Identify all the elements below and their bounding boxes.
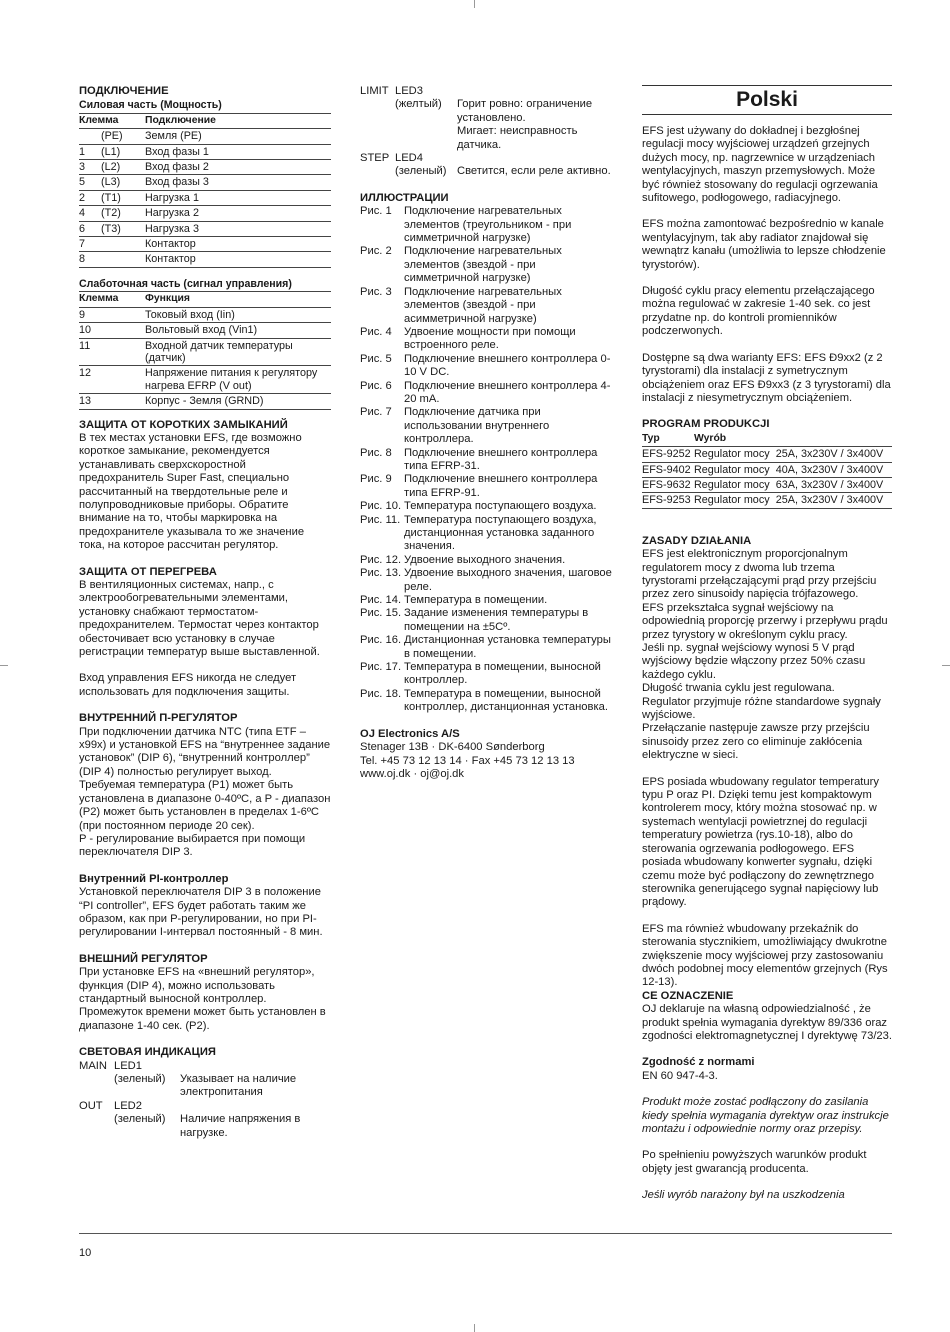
terminal-code	[101, 237, 145, 252]
led-color: (зеленый)	[114, 1073, 166, 1085]
led-description: Светится, если реле активно.	[457, 165, 611, 178]
footer-rule	[79, 1233, 892, 1234]
figure-number: Рис. 6	[360, 379, 392, 392]
list-item	[360, 500, 612, 513]
terminal-code: (L1)	[101, 145, 121, 158]
terminal-connection: Земля (PE)	[145, 130, 202, 143]
led-description: Мигает: неисправность датчика.	[457, 125, 578, 151]
list-item	[360, 353, 612, 380]
terminal-connection: Нагрузка 3	[145, 222, 199, 235]
list-item	[360, 380, 612, 407]
paragraph: Przełączanie następuje zawsze przy przejściu sinusoidy przez zero co eliminuje zakłócenia elektryczne w sieci.	[642, 722, 870, 762]
figure-number: Рис. 4	[360, 325, 392, 338]
company-web: www.oj.dk · oj@oj.dk	[360, 767, 464, 780]
terminal-number: 2	[79, 191, 86, 204]
paragraph: В вентиляционных системах, напр., с электрообогревательными элементами, установку снабжают термостатом-предохранителем. Термостат через контактор обесточивает всю установку в случае регистрации температур выше выставленной.	[79, 579, 320, 659]
terminal-code: (PE)	[101, 130, 123, 143]
control-terminal-table	[79, 291, 331, 409]
paragraph: При установке EFS на «внешний регулятор», функция (DIP 4), можно использовать стандартный выносной контроллер. Промежуток времени может быть установлен в диапазоне 1-40 сек. (P2).	[79, 966, 326, 1032]
section-title: Внутренний PI-контроллер	[79, 872, 229, 885]
paragraph: EFS przekształca sygnał wejściowy na odpowiednią proporcję przerwy i przepływu prądu przez tyrystory w określonym cyklu pracy.	[642, 601, 888, 641]
led-id: LED2	[114, 1099, 142, 1112]
section-title: PROGRAM PRODUKCJI	[642, 418, 770, 431]
figure-number: Рис. 16.	[360, 634, 402, 647]
figure-number: Рис. 2	[360, 245, 392, 258]
terminal-number: 12	[79, 367, 92, 380]
list-item	[360, 245, 612, 285]
led-color: (желтый)	[395, 98, 442, 111]
product-name: Regulator mocy	[694, 463, 770, 476]
power-terminal-table	[79, 113, 331, 268]
terminal-connection: Вход фазы 1	[145, 145, 209, 158]
led-list	[360, 85, 612, 179]
list-item	[360, 326, 612, 353]
table-row	[79, 366, 331, 394]
terminal-code: (L3)	[101, 176, 121, 189]
figure-caption: Удвоение мощности при помощи встроенного реле.	[404, 325, 576, 352]
product-type: EFS-9252	[642, 448, 691, 461]
led-description: Указывает на наличие электропитания	[180, 1073, 297, 1099]
figure-caption: Подключение внешнего контроллера 4-20 mA.	[404, 379, 611, 405]
led-id: LED1	[114, 1059, 142, 1072]
paragraph: Dostępne są dwa warianty EFS: EFS Ð9xx2 (z 2 tyrystorami) dla instalacji z symetrycznym obciążeniem oraz EFS Ð9xx3 (z 3 tyrystorami) dla instalacji z niesymetrycznym obciążeniem.	[642, 351, 891, 404]
led-id: LED3	[395, 85, 423, 97]
product-spec: 25A, 3x230V / 3x400V	[775, 494, 884, 507]
paragraph: EPS posiada wbudowany regulator temperatury typu P oraz PI. Dzięki temu jest kompaktowym kontrolerem mocy, który można stosować np. w systemach wentylacji powietrznej do regulacji temperatury powietrza (rys.10-18), albo do sterowania ogrzewania podłogowego. EFS posiada wbudowany konwerter sygnału, dzięki czemu może być podłączony do zewnętrznego sterownika generującego sygnał napięciowy lub prądowy.	[642, 775, 879, 909]
table-row	[79, 221, 331, 236]
product-table	[642, 432, 892, 509]
paragraph: Długość trwania cyklu jest regulowana.	[642, 682, 835, 695]
led-id: LED4	[395, 152, 423, 165]
crop-mark	[474, 0, 475, 8]
table-row	[79, 129, 331, 144]
table-row	[79, 237, 331, 252]
terminal-number: 9	[79, 308, 86, 321]
section-title: ВНЕШНИЙ РЕГУЛЯТОР	[79, 952, 208, 965]
list-item	[360, 286, 612, 326]
paragraph: Jeśli np. sygnał wejściowy wynosi 5 V prąd wyjściowy będzie włączony przez 50% czasu każdego cyklu.	[642, 642, 866, 681]
led-color: (зеленый)	[395, 165, 447, 178]
figure-number: Рис. 10.	[360, 500, 402, 513]
table-header: Подключение	[145, 114, 216, 126]
figure-number: Рис. 14.	[360, 594, 402, 607]
terminal-number: 8	[79, 253, 86, 266]
terminal-number: 1	[79, 145, 86, 158]
led-color: (зеленый)	[114, 1113, 166, 1126]
figure-number: Рис. 7	[360, 406, 392, 419]
figure-number: Рис. 5	[360, 352, 392, 365]
figure-caption: Температура в помещении, выносной контроллер, дистанционная установка.	[404, 687, 608, 714]
table-row	[79, 307, 331, 322]
paragraph: P - регулирование выбирается при помощи переключателя DIP 3.	[79, 832, 306, 859]
terminal-code: (L2)	[101, 161, 121, 174]
table-row	[642, 477, 892, 492]
list-item	[360, 473, 612, 500]
terminal-connection: Нагрузка 2	[145, 207, 199, 220]
paragraph: Długość cyklu pracy elementu przełączającego można regulować w zakresie 1-40 sek. co jest przydatne np. do kontroli promienników podczerwonych.	[642, 285, 875, 338]
section-title: ЗАЩИТА ОТ КОРОТКИХ ЗАМЫКАНИЙ	[79, 418, 288, 431]
figure-caption: Температура в помещении, выносной контроллер.	[404, 661, 601, 687]
list-item	[360, 567, 612, 594]
terminal-number: 7	[79, 238, 86, 251]
table-header: Клемма	[79, 114, 119, 126]
section-title: Zgodność z normami	[642, 1056, 755, 1069]
table-row	[642, 462, 892, 477]
table-row	[642, 447, 892, 462]
terminal-number: 13	[79, 395, 92, 408]
figure-caption: Подключение внешнего контроллера 0-10 V DC.	[404, 352, 611, 379]
list-item	[360, 661, 612, 688]
figure-number: Рис. 18.	[360, 687, 402, 700]
product-type: EFS-9632	[642, 478, 691, 491]
paragraph: Установкой переключателя DIP 3 в положение “PI controller”, EFS будет работать таким же образом, как при P-регулировании, но при PI-регулировании I-интервал постоянный - 8 мин.	[79, 886, 323, 939]
led-name: LIMIT	[360, 85, 389, 97]
table-row	[79, 190, 331, 205]
figure-caption: Температура поступающего воздуха.	[404, 500, 597, 513]
product-name: Regulator mocy	[694, 478, 770, 491]
list-item	[360, 554, 612, 567]
paragraph: EFS można zamontować bezpośrednio w kanale wentylacyjnym, tak aby radiator znajdował się wewnątrz kanału (umożliwia to lepsze chłodzenie tyrystorów).	[642, 218, 886, 271]
terminal-function: Входной датчик температуры (датчик)	[145, 339, 293, 364]
subsection-title: Слаботочная часть (сигнал управления)	[79, 277, 292, 290]
column-russian-1	[79, 85, 331, 1140]
figure-caption: Подключение нагревательных элементов (звездой - при асимметричной нагрузке)	[404, 285, 562, 325]
figure-caption: Подключение внешнего контроллера типа EFRP-91.	[404, 473, 598, 499]
figure-caption: Температура в помещении.	[404, 594, 548, 607]
list-item	[360, 205, 612, 245]
figure-caption: Подключение нагревательных элементов (треугольником - при симметричной нагрузке)	[404, 205, 572, 245]
list-item	[360, 406, 612, 446]
terminal-connection: Нагрузка 1	[145, 191, 199, 204]
paragraph: Po spełnieniu powyższych warunków produkt objęty jest gwarancją producenta.	[642, 1149, 867, 1175]
section-title: СВЕТОВАЯ ИНДИКАЦИЯ	[79, 1046, 216, 1059]
figure-number: Рис. 3	[360, 285, 392, 298]
paragraph: Jeśli wyrób narażony był na uszkodzenia	[642, 1189, 845, 1202]
section-title: CE OZNACZENIE	[642, 989, 734, 1002]
figure-caption: Температура поступающего воздуха, дистанционная установка заданного значения.	[404, 513, 597, 553]
figure-number: Рис. 17.	[360, 661, 402, 674]
column-russian-2	[360, 85, 612, 781]
paragraph: В тех местах установки EFS, где возможно короткое замыкание, рекомендуется устанавливать сверхскоростной предохранитель Super Fast, специально рассчитанный на твердотельные реле и полупроводниковые приборы. Обратите внимание на то, чтобы маркировка на предохранителе указывала то же значение тока, на которое рассчитан регулятор.	[79, 431, 305, 552]
list-item	[360, 594, 612, 607]
table-header: Typ	[642, 432, 660, 444]
terminal-number: 5	[79, 176, 86, 189]
figure-list	[360, 205, 612, 714]
terminal-code: (T3)	[101, 222, 121, 235]
terminal-connection: Вход фазы 2	[145, 161, 209, 174]
terminal-number: 4	[79, 207, 86, 220]
figure-caption: Подключение нагревательных элементов (звездой - при симметричной нагрузке)	[404, 245, 562, 285]
section-title: ZASADY DZIAŁANIA	[642, 534, 752, 547]
terminal-connection: Контактор	[145, 238, 196, 251]
company-name: OJ Electronics A/S	[360, 727, 460, 740]
figure-caption: Удвоение выходного значения.	[404, 553, 566, 566]
product-type: EFS-9253	[642, 494, 691, 507]
paragraph: EN 60 947-4-3.	[642, 1069, 718, 1082]
figure-number: Рис. 13.	[360, 567, 402, 580]
section-title: ПОДКЛЮЧЕНИЕ	[79, 85, 169, 97]
table-row	[79, 160, 331, 175]
table-header: Wyrób	[694, 432, 727, 444]
led-name: OUT	[79, 1099, 103, 1112]
led-description: Наличие напряжения в нагрузке.	[180, 1113, 301, 1139]
led-name: MAIN	[79, 1059, 107, 1072]
table-header: Клемма	[79, 293, 119, 305]
list-item	[360, 607, 612, 634]
terminal-number: 3	[79, 161, 86, 174]
section-title: ИЛЛЮСТРАЦИИ	[360, 191, 449, 204]
company-phone: Tel. +45 73 12 13 14 · Fax +45 73 12 13 13	[360, 754, 575, 767]
column-polish	[642, 85, 892, 1203]
product-type: EFS-9402	[642, 463, 691, 476]
figure-caption: Подключение датчика при использовании внутреннего контроллера.	[404, 406, 550, 446]
table-row	[79, 252, 331, 267]
terminal-code	[101, 252, 145, 267]
led-list	[79, 1060, 331, 1140]
terminal-connection: Контактор	[145, 253, 196, 266]
figure-caption: Дистанционная установка температуры в помещении.	[404, 634, 611, 660]
section-title: ВНУТРЕННИЙ П-РЕГУЛЯТОР	[79, 712, 238, 725]
paragraph: EFS jest elektronicznym proporcjonalnym regulatorem mocy z dwoma lub trzema tyrystorami przełączającymi prąd przy przejściu przez zero sinusoidy napięcia trójfazowego.	[642, 548, 877, 601]
page-number: 10	[79, 1247, 92, 1259]
terminal-function: Вольтовый вход (Vin1)	[145, 324, 258, 337]
table-row	[642, 493, 892, 508]
list-item	[360, 447, 612, 474]
led-name: STEP	[360, 152, 390, 165]
subsection-title: Силовая часть (Мощность)	[79, 99, 222, 112]
figure-number: Рис. 12.	[360, 553, 402, 566]
table-header: Функция	[145, 293, 190, 305]
table-row	[79, 175, 331, 190]
terminal-function: Корпус - Земля (GRND)	[145, 395, 264, 408]
language-title: Polski	[642, 85, 892, 115]
section-title: ЗАЩИТА ОТ ПЕРЕГРЕВА	[79, 565, 217, 578]
list-item	[360, 514, 612, 554]
table-row	[79, 206, 331, 221]
terminal-number: 11	[79, 339, 91, 352]
paragraph: OJ deklaruje na własną odpowiedzialność , że produkt spełnia wymagania dyrektyw 89/336 oraz zgodności elektromagnetycznej I dyrektywę 73/23.	[642, 1003, 892, 1042]
figure-number: Рис. 11.	[360, 513, 401, 526]
table-row	[79, 323, 331, 338]
figure-caption: Подключение внешнего контроллера типа EFRP-31.	[404, 446, 598, 472]
terminal-number	[79, 129, 101, 144]
paragraph: EFS ma również wbudowany przekaźnik do sterowania stycznikiem, umożliwiający dwukrotne zwiększenie mocy wyjściowej przy zastosowaniu dwóch podobnej mocy elementów grzejnych (Rys 12-13).	[642, 922, 888, 989]
product-name: Regulator mocy	[694, 448, 770, 461]
list-item	[360, 688, 612, 715]
figure-number: Рис. 15.	[360, 607, 402, 620]
figure-number: Рис. 8	[360, 446, 392, 459]
led-description: Горит ровно: ограничение установлено.	[457, 98, 593, 124]
terminal-function: Токовый вход (Iin)	[145, 308, 235, 321]
crop-mark	[474, 1324, 475, 1332]
figure-caption: Удвоение выходного значения, шаговое реле.	[404, 567, 612, 593]
crop-mark	[0, 665, 8, 666]
table-row	[79, 338, 331, 366]
table-row	[79, 394, 331, 409]
terminal-number: 6	[79, 222, 86, 235]
paragraph: Вход управления EFS никогда не следует использовать для подключения защиты.	[79, 672, 297, 698]
paragraph: При подключении датчика NTC (типа ETF – x99x) и установкой EFS на “внутреннее задание установок” (DIP 6), “внутренний контроллер” (DIP 4) полностью регулирует выход. Требуемая температура (P1) может быть установлена в диапазоне 0-40ºC, а P - диапазон (P2) может быть установлен в пределах 1-6ºC (при постоянном периоде 20 сек).	[79, 725, 331, 832]
paragraph: EFS jest używany do dokładnej i bezgłośnej regulacji mocy wyjściowej urządzeń grzejnych dużych mocy, np. nagrzewnice w urządzeniach wentylacyjnych, maszyn przemysłowych. Może być również stosowany do regulacji ogrzewania sufitowego, podłogowego, radiacyjnego.	[642, 125, 878, 205]
paragraph: Produkt może zostać podłączony do zasilania kiedy spełnia wymagania dyrektyw oraz instrukcje montażu i odpowiednie normy oraz przepisy.	[642, 1096, 889, 1135]
list-item	[360, 634, 612, 661]
company-address: Stenager 13B · DK-6400 Sønderborg	[360, 741, 545, 754]
product-spec: 63A, 3x230V / 3x400V	[775, 478, 884, 491]
figure-caption: Задание изменения температуры в помещении на ±5Cº.	[404, 607, 589, 633]
crop-mark	[942, 665, 950, 666]
figure-number: Рис. 9	[360, 473, 392, 486]
terminal-function: Напряжение питания к регулятору нагрева EFRP (V out)	[145, 367, 318, 392]
product-spec: 40A, 3x230V / 3x400V	[775, 463, 884, 476]
terminal-number: 10	[79, 324, 92, 337]
figure-number: Рис. 1	[360, 205, 392, 218]
paragraph: Regulator przyjmuje różne standardowe sygnały wyjściowe.	[642, 695, 881, 722]
product-spec: 25A, 3x230V / 3x400V	[775, 448, 884, 461]
terminal-connection: Вход фазы 3	[145, 176, 209, 189]
product-name: Regulator mocy	[694, 494, 770, 507]
table-row	[79, 144, 331, 159]
terminal-code: (T1)	[101, 191, 121, 204]
terminal-code: (T2)	[101, 207, 121, 220]
